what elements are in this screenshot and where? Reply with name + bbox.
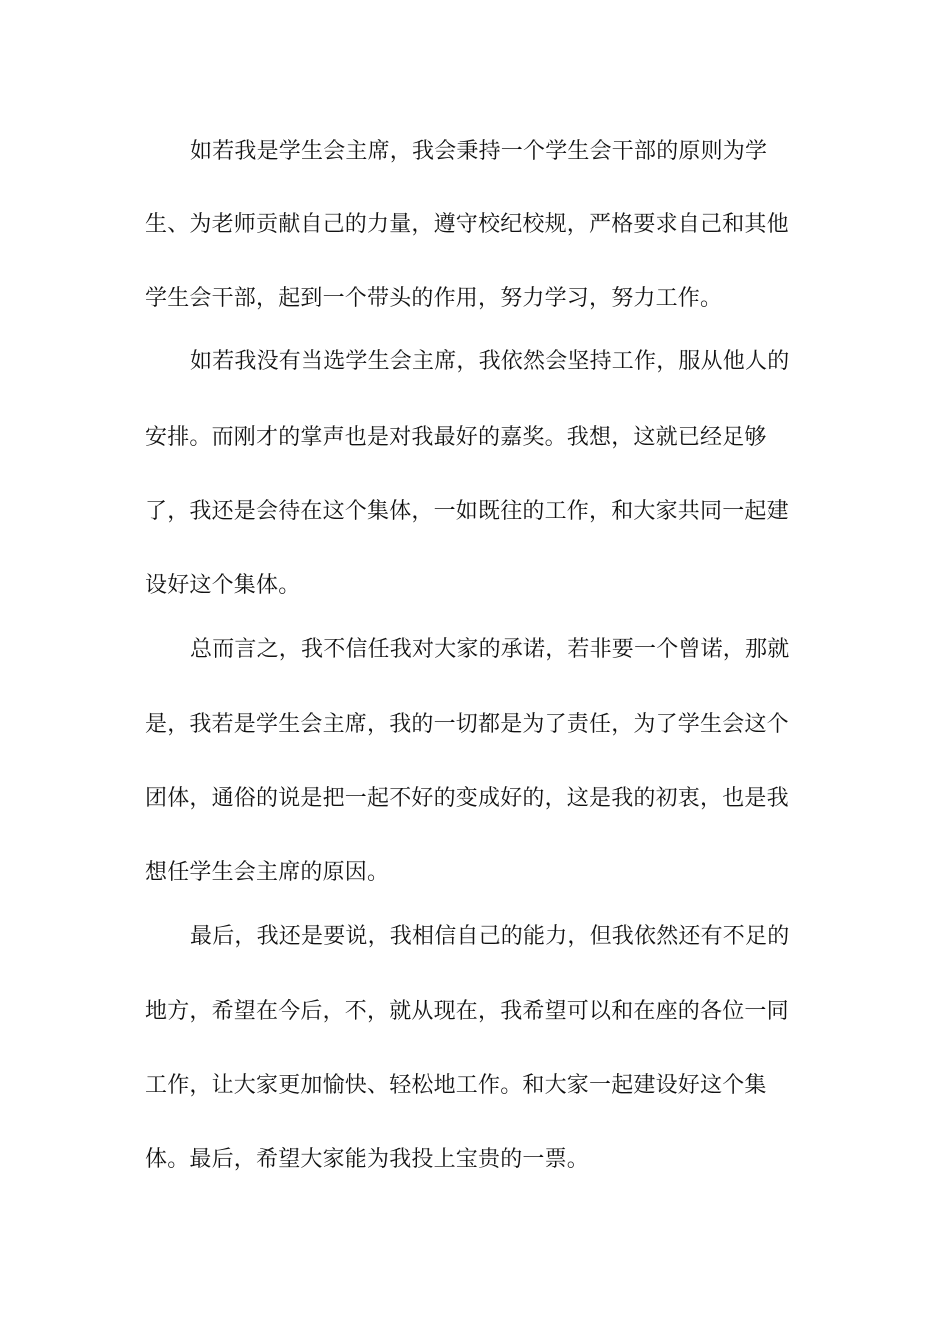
paragraph-4-line-3: 工作，让大家更加愉快、轻松地工作。和大家一起建设好这个集 bbox=[145, 1073, 767, 1098]
paragraph-3-line-2: 是，我若是学生会主席，我的一切都是为了责任，为了学生会这个 bbox=[145, 712, 789, 737]
paragraph-2-line-2: 安排。而刚才的掌声也是对我最好的嘉奖。我想，这就已经足够 bbox=[145, 425, 767, 450]
paragraph-2-line-3: 了，我还是会待在这个集体，一如既往的工作，和大家共同一起建 bbox=[145, 499, 789, 524]
paragraph-1-line-3: 学生会干部，起到一个带头的作用，努力学习，努力工作。 bbox=[145, 286, 723, 311]
paragraph-2-line-1: 如若我没有当选学生会主席，我依然会坚持工作，服从他人的 bbox=[190, 349, 790, 374]
paragraph-3-line-4: 想任学生会主席的原因。 bbox=[145, 860, 390, 885]
paragraph-3-line-3: 团体，通俗的说是把一起不好的变成好的，这是我的初衷，也是我 bbox=[145, 786, 789, 811]
paragraph-1-line-2: 生、为老师贡献自己的力量，遵守校纪校规，严格要求自己和其他 bbox=[145, 212, 789, 237]
paragraph-3-line-1: 总而言之，我不信任我对大家的承诺，若非要一个曾诺，那就 bbox=[190, 637, 790, 662]
paragraph-2-line-4: 设好这个集体。 bbox=[145, 573, 301, 598]
paragraph-4-line-1: 最后，我还是要说，我相信自己的能力，但我依然还有不足的 bbox=[190, 924, 790, 949]
paragraph-1-line-1: 如若我是学生会主席，我会秉持一个学生会干部的原则为学 bbox=[190, 139, 768, 164]
paragraph-4-line-2: 地方，希望在今后，不，就从现在，我希望可以和在座的各位一同 bbox=[145, 999, 789, 1024]
paragraph-4-line-4: 体。最后，希望大家能为我投上宝贵的一票。 bbox=[145, 1147, 590, 1172]
